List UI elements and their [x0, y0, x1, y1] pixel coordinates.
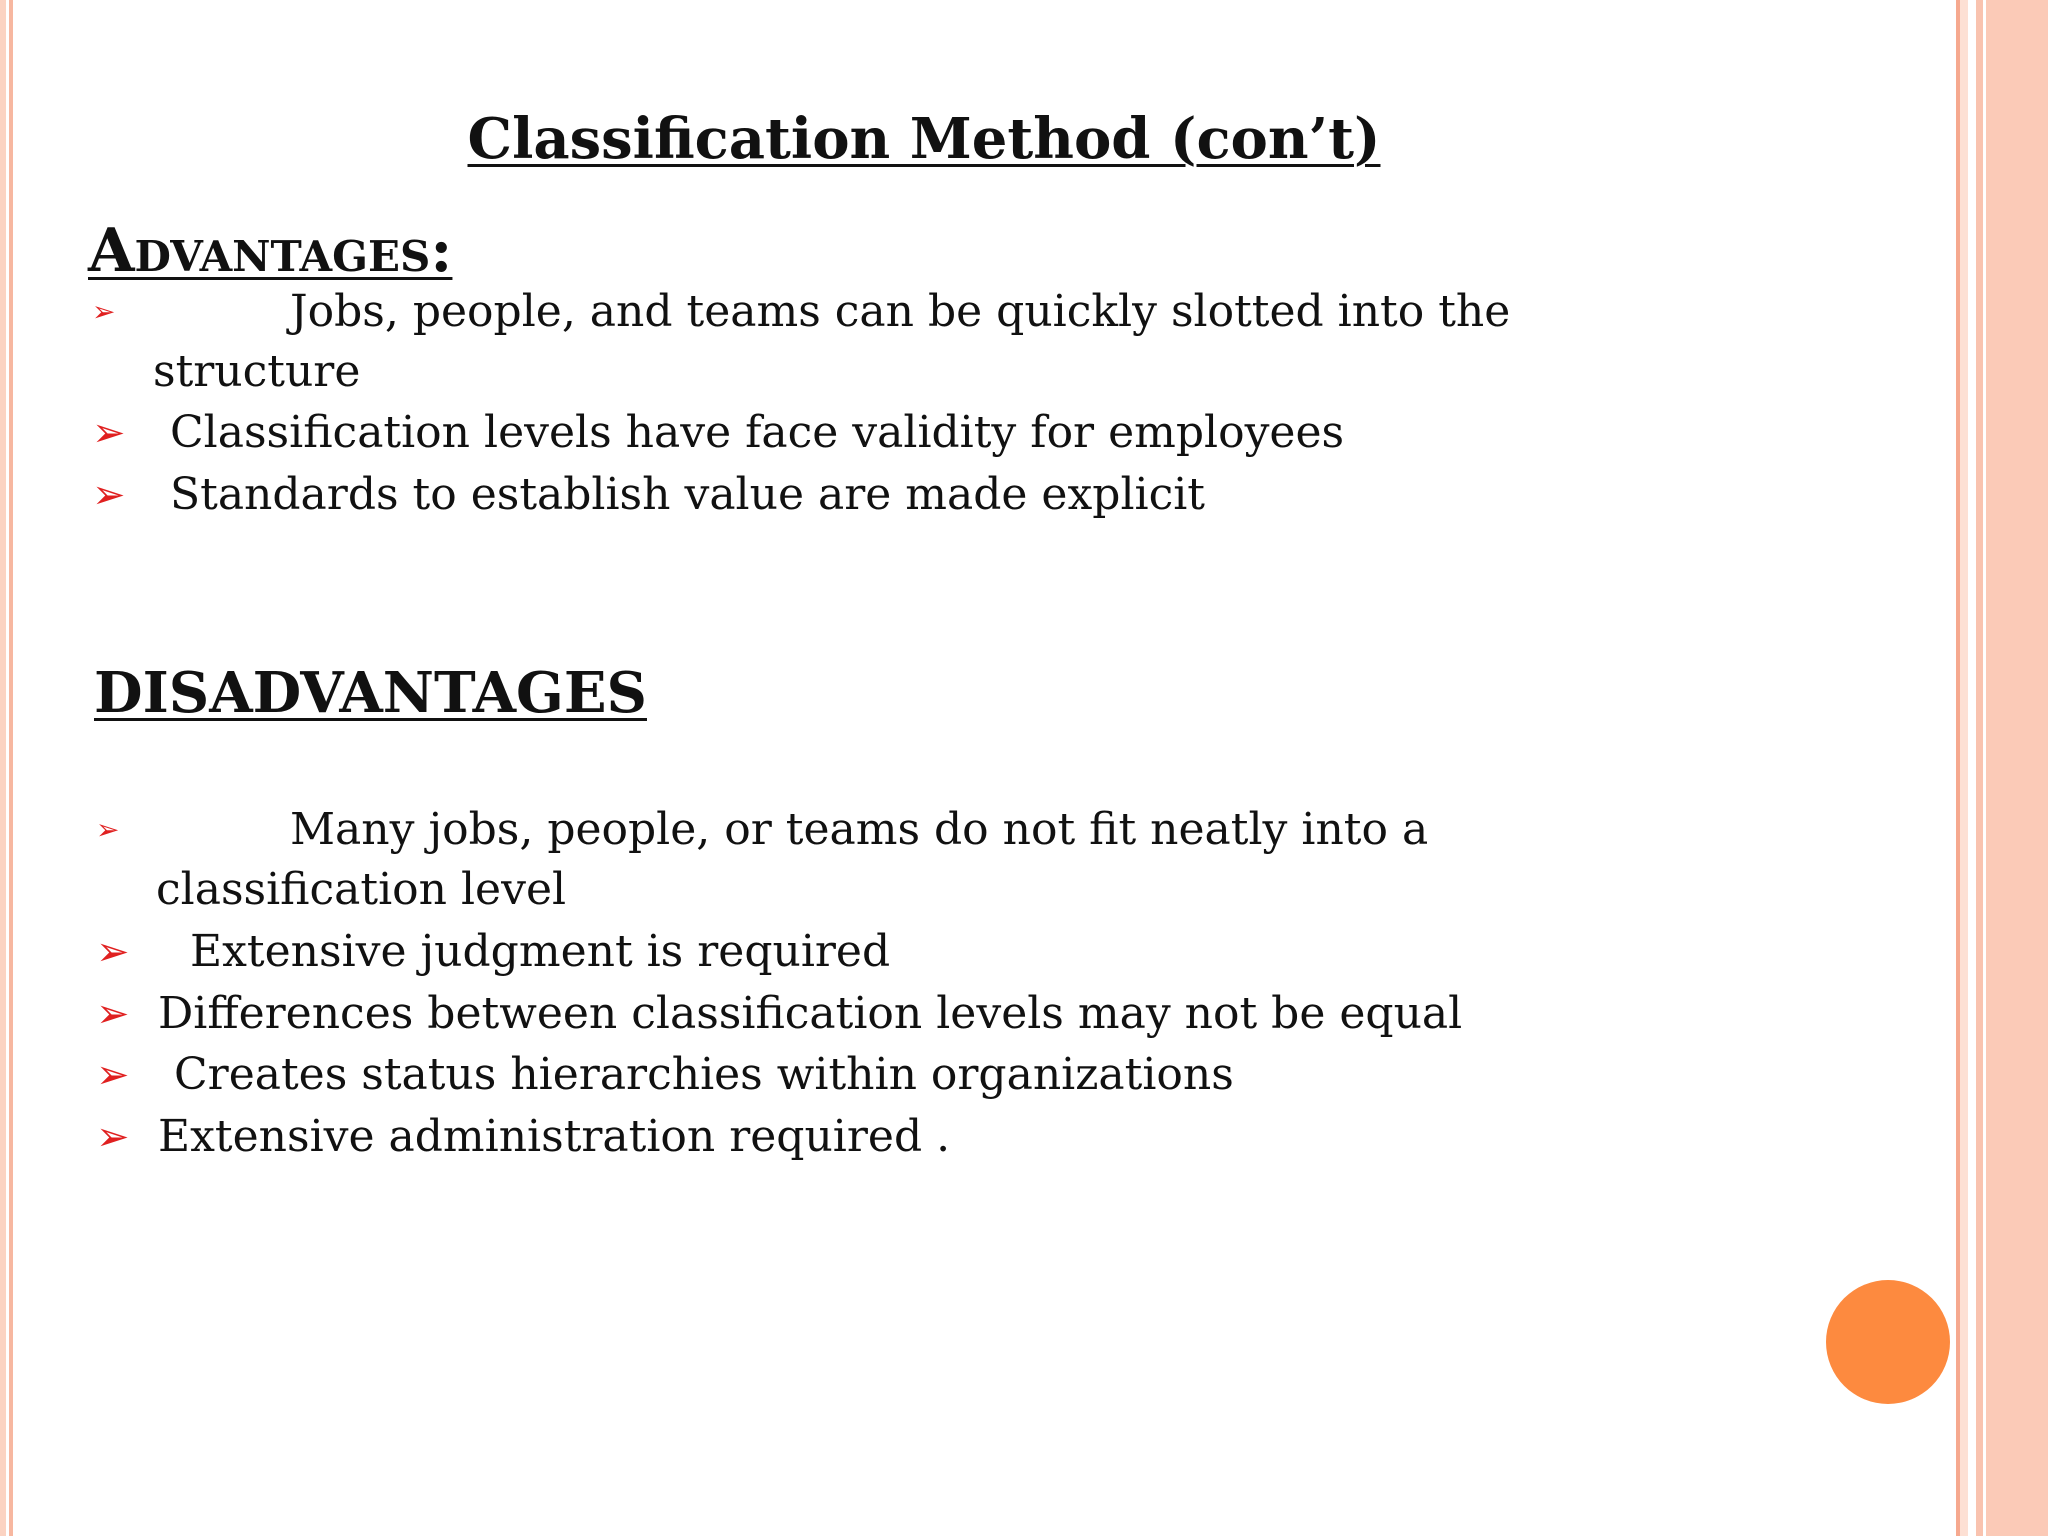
list-item-text: Creates status hierarchies within organizations — [174, 1049, 1234, 1100]
arrow-bullet-icon: ➢ — [96, 929, 130, 975]
left-decorative-border — [0, 0, 18, 1536]
list-item-text: Extensive judgment is required — [190, 926, 891, 977]
right-decorative-border — [1956, 0, 2048, 1536]
list-item-text: Extensive administration required . — [158, 1111, 951, 1162]
list-item-text-continued: structure — [153, 346, 361, 397]
advantages-heading: Advantages: — [88, 216, 453, 286]
list-item-text: Many jobs, people, or teams do not fit neatly into a — [290, 804, 1429, 855]
arrow-bullet-icon: ➢ — [96, 1114, 130, 1160]
list-item-text: Standards to establish value are made explicit — [170, 469, 1205, 520]
list-item-text: Differences between classification levels may not be equal — [158, 988, 1463, 1039]
slide-title: Classification Method (con’t) — [467, 106, 1381, 172]
list-item-text-continued: classification level — [156, 864, 567, 915]
arrow-bullet-icon: ➢ — [96, 1052, 130, 1098]
arrow-bullet-icon: ➢ — [92, 472, 126, 518]
arrow-bullet-icon: ➢ — [96, 991, 130, 1037]
disadvantages-heading: DISADVANTAGES — [94, 660, 647, 726]
arrow-bullet-icon: ➢ — [92, 410, 126, 456]
arrow-bullet-icon: ➢ — [96, 813, 120, 846]
orange-circle-decoration — [1826, 1280, 1950, 1404]
list-item-text: Jobs, people, and teams can be quickly slotted into the — [290, 286, 1511, 337]
arrow-bullet-icon: ➢ — [92, 295, 116, 328]
list-item-text: Classification levels have face validity for employees — [170, 407, 1345, 458]
